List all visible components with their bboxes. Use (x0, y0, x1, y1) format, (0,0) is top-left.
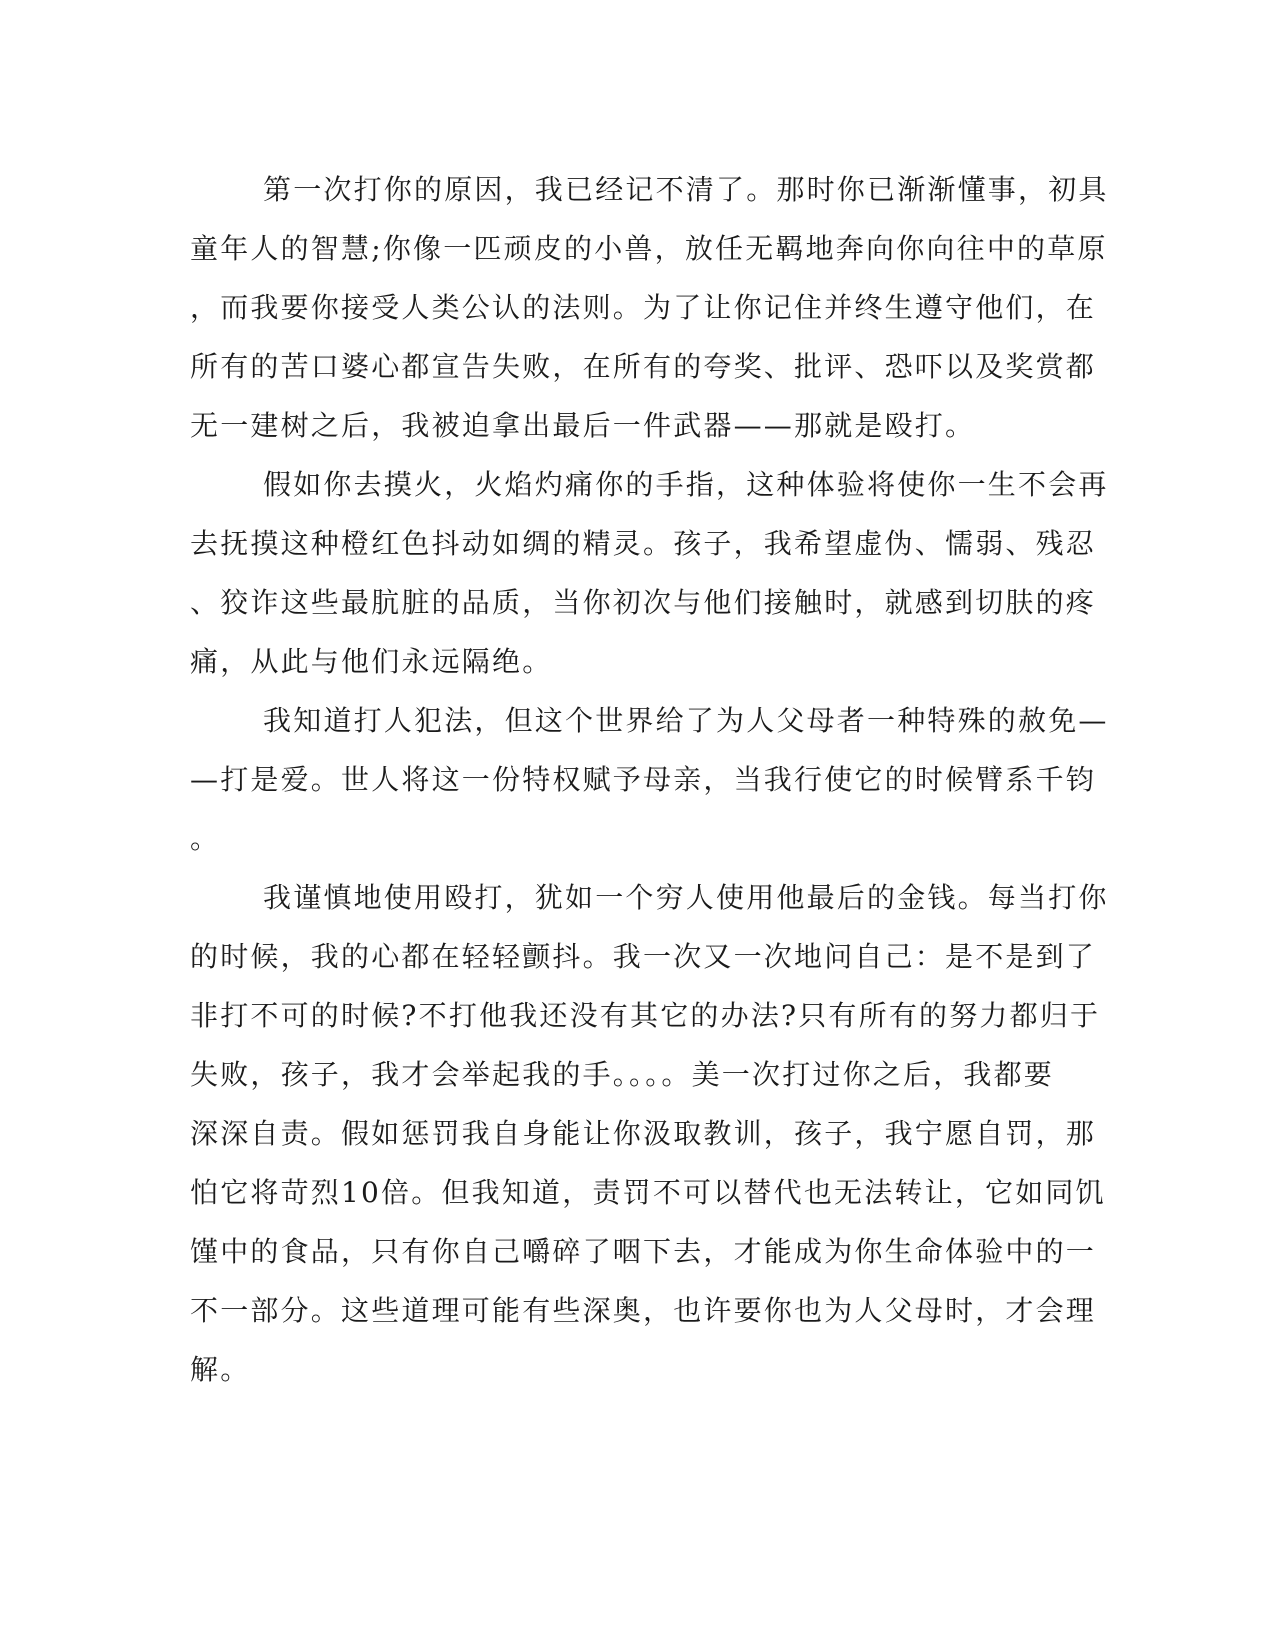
text-line: 童年人的智慧;你像一匹顽皮的小兽，放任无羁地奔向你向往中的草原 (190, 232, 1108, 265)
text-line: 去抚摸这种橙红色抖动如绸的精灵。孩子，我希望虚伪、懦弱、残忍 (190, 527, 1097, 560)
text-line: 痛，从此与他们永远隔绝。 (190, 645, 553, 678)
text-line: 假如你去摸火，火焰灼痛你的手指，这种体验将使你一生不会再 (263, 468, 1109, 501)
paragraph-4 (190, 868, 1109, 1399)
text-line: 我谨慎地使用殴打，犹如一个穷人使用他最后的金钱。每当打你 (263, 881, 1109, 914)
document-body (190, 160, 1109, 1399)
text-line: 怕它将苛烈10倍。但我知道，责罚不可以替代也无法转让，它如同饥 (190, 1176, 1106, 1209)
text-line: —打是爱。世人将这一份特权赋予母亲，当我行使它的时候臂系千钧 (190, 763, 1097, 796)
text-line: 。 (190, 822, 221, 855)
text-line: 失败，孩子，我才会举起我的手。。。。美一次打过你之后，我都要 (190, 1058, 1055, 1091)
text-line: 第一次打你的原因，我已经记不清了。那时你已渐渐懂事，初具 (263, 173, 1109, 206)
text-line: 所有的苦口婆心都宣告失败，在所有的夸奖、批评、恐吓以及奖赏都 (190, 350, 1097, 383)
text-line: 深深自责。假如惩罚我自身能让你汲取教训，孩子，我宁愿自罚，那 (190, 1117, 1097, 1150)
paragraph-1 (190, 160, 1109, 455)
text-line: 无一建树之后，我被迫拿出最后一件武器——那就是殴打。 (190, 409, 976, 442)
text-line: 馑中的食品，只有你自己嚼碎了咽下去，才能成为你生命体验中的一 (190, 1235, 1097, 1268)
paragraph-3 (190, 691, 1109, 868)
text-line: 非打不可的时候?不打他我还没有其它的办法?只有所有的努力都归于 (190, 999, 1101, 1032)
text-line: 我知道打人犯法，但这个世界给了为人父母者一种特殊的赦免— (263, 704, 1109, 737)
paragraph-2 (190, 455, 1109, 691)
text-line: 的时候，我的心都在轻轻颤抖。我一次又一次地问自己：是不是到了 (190, 940, 1097, 973)
text-line: ，而我要你接受人类公认的法则。为了让你记住并终生遵守他们，在 (190, 291, 1097, 324)
text-line: 不一部分。这些道理可能有些深奥，也许要你也为人父母时，才会理 (190, 1294, 1097, 1327)
text-line: 、狡诈这些最肮脏的品质，当你初次与他们接触时，就感到切肤的疼 (190, 586, 1097, 619)
text-line: 解。 (190, 1353, 251, 1386)
